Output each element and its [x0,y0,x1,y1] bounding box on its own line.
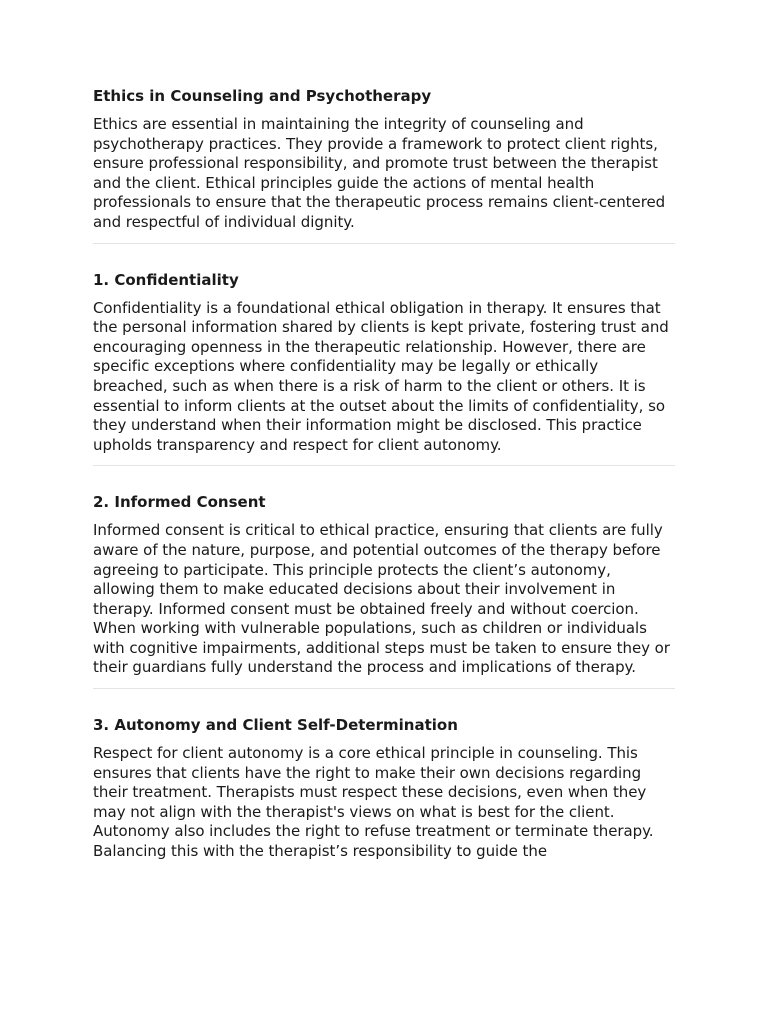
document-page [93,86,675,862]
section-divider [93,243,675,244]
intro-paragraph: Ethics are essential in maintaining the integrity of counseling and psychotherapy practices. They provide a framework to protect client rights, ensure professional responsibility, and promote trust between the therapist and the client. Ethical principles guide the actions of mental health professionals to ensure that the therapeutic process remains client-centered and respectful of individual dignity. [93,115,666,231]
section-divider [93,465,675,466]
section-body-informed-consent: Informed consent is critical to ethical practice, ensuring that clients are fully aware of the nature, purpose, and potential outcomes of the therapy before agreeing to participate. This principle protects the client’s autonomy, allowing them to make educated decisions about their involvement in therapy. Informed consent must be obtained freely and without coercion. When working with vulnerable populations, such as children or individuals with cognitive impairments, additional steps must be taken to ensure they or their guardians fully understand the process and implications of therapy. [93,521,670,677]
section-heading-confidentiality: 1. Confidentiality [93,270,239,289]
section-body-autonomy: Respect for client autonomy is a core ethical principle in counseling. This ensures that clients have the right to make their own decisions regarding their treatment. Therapists must respect these decisions, even when they may not align with the therapist's views on what is best for the client. Autonomy also includes the right to refuse treatment or terminate therapy. Balancing this with the therapist’s responsibility to guide the [93,744,654,861]
section-body-confidentiality: Confidentiality is a foundational ethical obligation in therapy. It ensures that the personal information shared by clients is kept private, fostering trust and encouraging openness in the therapeutic relationship. However, there are specific exceptions where confidentiality may be legally or ethically breached, such as when there is a risk of harm to the client or others. It is essential to inform clients at the outset about the limits of confidentiality, so they understand when their information might be disclosed. This practice upholds transparency and respect for client autonomy. [93,298,669,454]
document-title: Ethics in Counseling and Psychotherapy [93,87,432,105]
section-heading-informed-consent: 2. Informed Consent [93,493,266,512]
section-divider [93,688,675,689]
section-heading-autonomy: 3. Autonomy and Client Self-Determination [93,716,458,735]
